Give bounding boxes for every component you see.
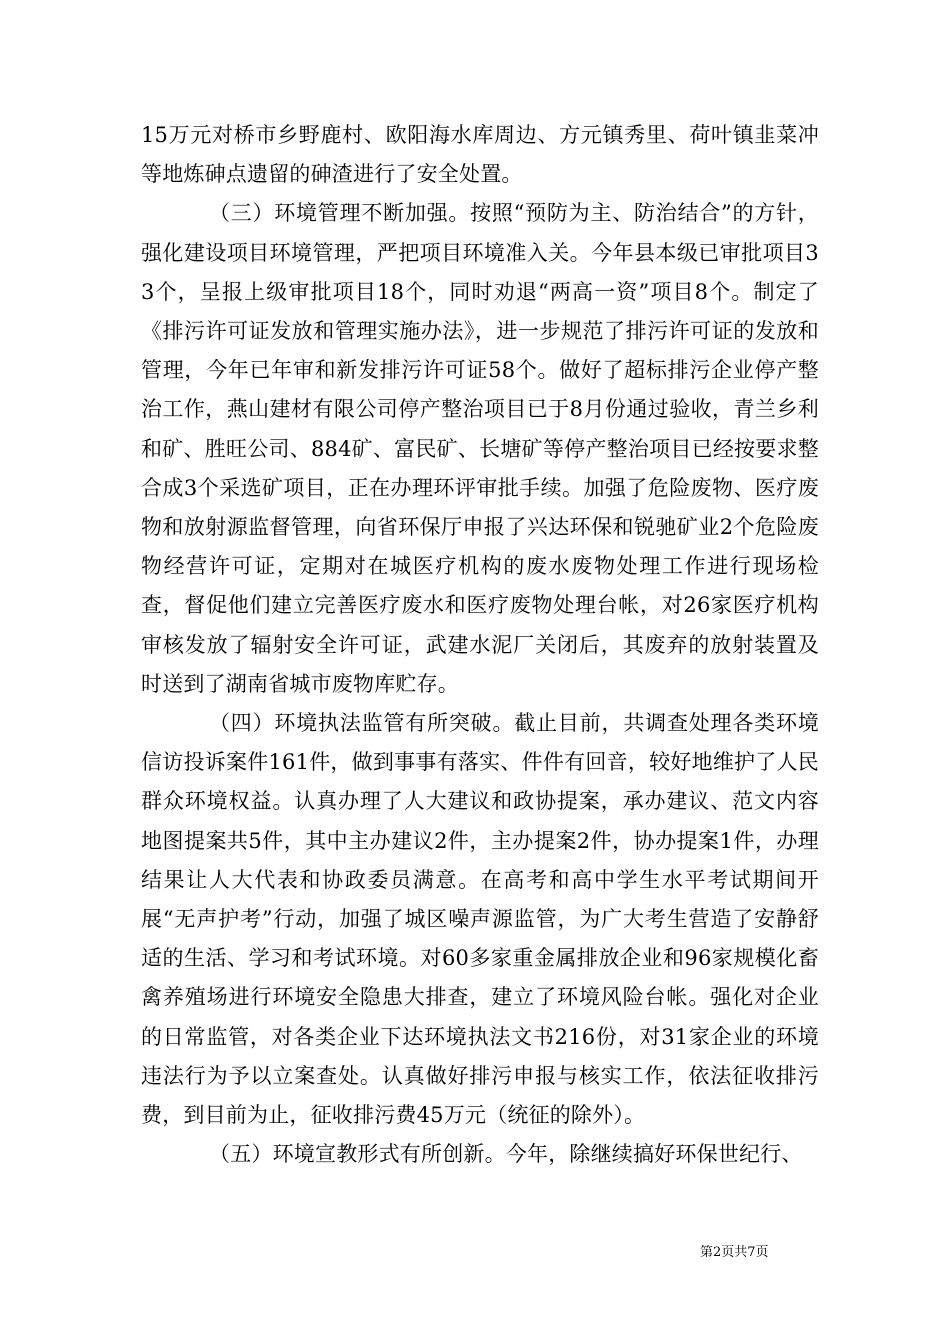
document-body xyxy=(141,116,819,1174)
paragraph-law-enforcement: （四）环境执法监管有所突破。截止目前，共调查处理各类环境信访投诉案件161件，做到事事有落实、件件有回音，较好地维护了人民群众环境权益。认真办理了人大建议和政协提案，承办建议、范文内容地图提案共5件，其中主办建议2件，主办提案2件，协办提案1件，办理结果让人大代表和协政委员满意。在高考和高中学生水平考试期间开展“无声护考”行动，加强了城区噪声源监管，为广大考生营造了安静舒适的生活、学习和考试环境。对60多家重金属排放企业和96家规模化畜禽养殖场进行环境安全隐患大排查，建立了环境风险台帐。强化对企业的日常监管，对各类企业下达环境执法文书216份，对31家企业的环境违法行为予以立案查处。认真做好排污申报与核实工作，依法征收排污费，到目前为止，征收排污费45万元（统征的除外）。 xyxy=(141,711,819,1128)
paragraph-continuation: 15万元对桥市乡野鹿村、欧阳海水库周边、方元镇秀里、荷叶镇韭菜冲等地炼砷点遗留的砷渣进行了安全处置。 xyxy=(141,123,819,187)
page-number-footer: 第2页共7页 xyxy=(700,1245,769,1260)
paragraph-publicity-education: （五）环境宣教形式有所创新。今年，除继续搞好环保世纪行、 xyxy=(209,1142,803,1167)
paragraph-environmental-management: （三）环境管理不断加强。按照“预防为主、防治结合”的方针，强化建设项目环境管理，严把项目环境准入关。今年县本级已审批项目33个，呈报上级审批项目18个，同时劝退“两高一资”项目8个。制定了《排污许可证发放和管理实施办法》，进一步规范了排污许可证的发放和管理，今年已年审和新发排污许可证58个。做好了超标排污企业停产整治工作，燕山建材有限公司停产整治项目已于8月份通过验收，青兰乡利和矿、胜旺公司、884矿、富民矿、长塘矿等停产整治项目已经按要求整合成3个采选矿项目，正在办理环评审批手续。加强了危险废物、医疗废物和放射源监督管理，向省环保厅申报了兴达环保和锐驰矿业2个危险废物经营许可证，定期对在城医疗机构的废水废物处理工作进行现场检查，督促他们建立完善医疗废水和医疗废物处理台帐，对26家医疗机构审核发放了辐射安全许可证，武建水泥厂关闭后，其废弃的放射装置及时送到了湖南省城市废物库贮存。 xyxy=(141,201,819,696)
